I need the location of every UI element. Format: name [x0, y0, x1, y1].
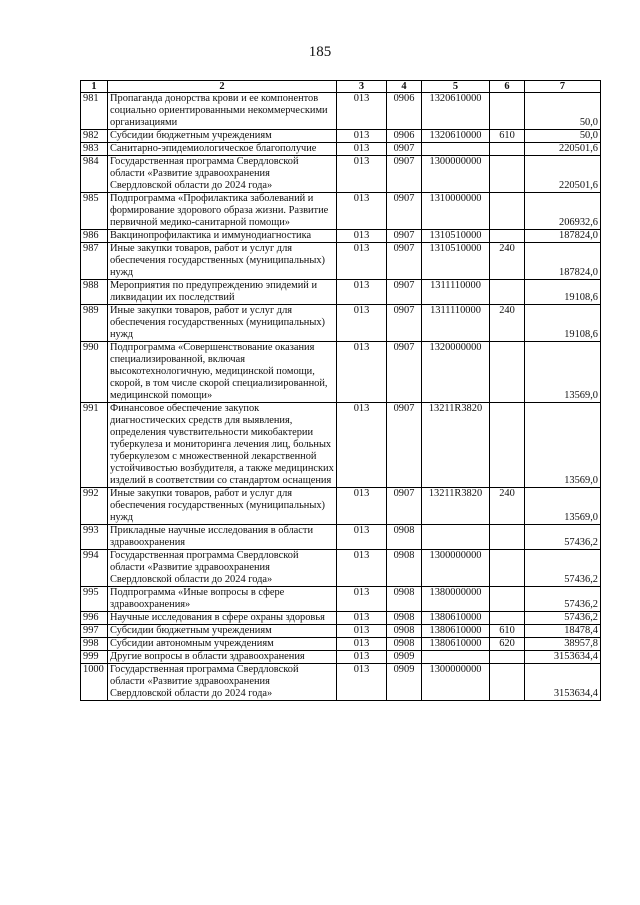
description-cell: Субсидии бюджетным учреждениям [108, 130, 337, 143]
target-article-cell: 1300000000 [422, 664, 490, 701]
row-number-cell: 993 [81, 525, 108, 550]
administrator-code-cell: 013 [337, 651, 387, 664]
row-number-cell: 998 [81, 638, 108, 651]
target-article-cell: 1300000000 [422, 156, 490, 193]
expense-type-cell: 240 [490, 243, 525, 280]
expense-type-cell [490, 403, 525, 488]
description-cell: Иные закупки товаров, работ и услуг для обеспечения государственных (муниципальных) нужд [108, 488, 337, 525]
amount-cell: 187824,0 [525, 243, 601, 280]
page-number: 185 [308, 44, 332, 60]
description-cell: Финансовое обеспечение закупок диагностических средств для выявления, определения чувствительности микобактерии туберкулеза и мониторинга лечения лиц, больных туберкулезом с множественной лекарственной устойчивостью возбудителя, а также медицинских изделий в соответствии со стандартом оснащения [108, 403, 337, 488]
administrator-code-cell: 013 [337, 664, 387, 701]
expense-type-cell [490, 143, 525, 156]
expense-type-cell [490, 280, 525, 305]
section-code-cell: 0907 [387, 156, 422, 193]
amount-cell: 13569,0 [525, 342, 601, 403]
target-article-cell: 1320610000 [422, 130, 490, 143]
row-number-cell: 983 [81, 143, 108, 156]
table-row [81, 342, 601, 403]
description-cell: Вакцинопрофилактика и иммунодиагностика [108, 230, 337, 243]
administrator-code-cell: 013 [337, 625, 387, 638]
description-cell: Прикладные научные исследования в области здравоохранения [108, 525, 337, 550]
section-code-cell: 0908 [387, 638, 422, 651]
target-article-cell: 1310510000 [422, 243, 490, 280]
row-number-cell: 987 [81, 243, 108, 280]
expense-type-cell [490, 342, 525, 403]
amount-cell: 220501,6 [525, 156, 601, 193]
table-row [81, 612, 601, 625]
header-col-3: 3 [337, 81, 387, 93]
description-cell: Государственная программа Свердловской области «Развитие здравоохранения Свердловской области до 2024 года» [108, 664, 337, 701]
table-row [81, 243, 601, 280]
target-article-cell [422, 143, 490, 156]
table-row [81, 93, 601, 130]
row-number-cell: 994 [81, 550, 108, 587]
section-code-cell: 0906 [387, 93, 422, 130]
row-number-cell: 997 [81, 625, 108, 638]
administrator-code-cell: 013 [337, 612, 387, 625]
target-article-cell: 1320610000 [422, 93, 490, 130]
target-article-cell [422, 651, 490, 664]
administrator-code-cell: 013 [337, 488, 387, 525]
table-row [81, 403, 601, 488]
header-col-5: 5 [422, 81, 490, 93]
description-cell: Санитарно-эпидемиологическое благополучие [108, 143, 337, 156]
section-code-cell: 0907 [387, 305, 422, 342]
section-code-cell: 0908 [387, 587, 422, 612]
target-article-cell: 1311110000 [422, 305, 490, 342]
section-code-cell: 0909 [387, 664, 422, 701]
row-number-cell: 988 [81, 280, 108, 305]
row-number-cell: 986 [81, 230, 108, 243]
table-row [81, 587, 601, 612]
table-row [81, 130, 601, 143]
administrator-code-cell: 013 [337, 130, 387, 143]
table-row [81, 488, 601, 525]
row-number-cell: 999 [81, 651, 108, 664]
amount-cell: 57436,2 [525, 550, 601, 587]
section-code-cell: 0909 [387, 651, 422, 664]
header-col-1: 1 [81, 81, 108, 93]
administrator-code-cell: 013 [337, 550, 387, 587]
amount-cell: 19108,6 [525, 305, 601, 342]
row-number-cell: 989 [81, 305, 108, 342]
amount-cell: 3153634,4 [525, 664, 601, 701]
expense-type-cell: 610 [490, 130, 525, 143]
section-code-cell: 0908 [387, 625, 422, 638]
expense-type-cell: 620 [490, 638, 525, 651]
section-code-cell: 0907 [387, 488, 422, 525]
expense-type-cell [490, 93, 525, 130]
section-code-cell: 0908 [387, 525, 422, 550]
description-cell: Научные исследования в сфере охраны здоровья [108, 612, 337, 625]
amount-cell: 38957,8 [525, 638, 601, 651]
header-col-6: 6 [490, 81, 525, 93]
amount-cell: 50,0 [525, 93, 601, 130]
amount-cell: 187824,0 [525, 230, 601, 243]
amount-cell: 3153634,4 [525, 651, 601, 664]
row-number-cell: 996 [81, 612, 108, 625]
expense-type-cell [490, 587, 525, 612]
description-cell: Субсидии автономным учреждениям [108, 638, 337, 651]
section-code-cell: 0907 [387, 193, 422, 230]
table-row [81, 143, 601, 156]
amount-cell: 220501,6 [525, 143, 601, 156]
section-code-cell: 0907 [387, 230, 422, 243]
row-number-cell: 984 [81, 156, 108, 193]
administrator-code-cell: 013 [337, 93, 387, 130]
table-row [81, 651, 601, 664]
administrator-code-cell: 013 [337, 193, 387, 230]
amount-cell: 19108,6 [525, 280, 601, 305]
description-cell: Подпрограмма «Иные вопросы в сфере здравоохранения» [108, 587, 337, 612]
row-number-cell: 985 [81, 193, 108, 230]
administrator-code-cell: 013 [337, 156, 387, 193]
target-article-cell: 1380000000 [422, 587, 490, 612]
expense-type-cell [490, 612, 525, 625]
target-article-cell: 13211R3820 [422, 488, 490, 525]
section-code-cell: 0907 [387, 342, 422, 403]
expense-type-cell [490, 550, 525, 587]
row-number-cell: 981 [81, 93, 108, 130]
target-article-cell: 1380610000 [422, 612, 490, 625]
expense-type-cell [490, 156, 525, 193]
section-code-cell: 0907 [387, 280, 422, 305]
section-code-cell: 0907 [387, 143, 422, 156]
amount-cell: 18478,4 [525, 625, 601, 638]
expense-type-cell: 610 [490, 625, 525, 638]
target-article-cell: 1310510000 [422, 230, 490, 243]
header-row [81, 81, 601, 93]
budget-table [80, 80, 601, 701]
description-cell: Иные закупки товаров, работ и услуг для обеспечения государственных (муниципальных) нужд [108, 243, 337, 280]
expense-type-cell: 240 [490, 305, 525, 342]
target-article-cell: 1380610000 [422, 625, 490, 638]
table-row [81, 550, 601, 587]
target-article-cell: 1320000000 [422, 342, 490, 403]
administrator-code-cell: 013 [337, 525, 387, 550]
table-row [81, 305, 601, 342]
description-cell: Мероприятия по предупреждению эпидемий и ликвидации их последствий [108, 280, 337, 305]
administrator-code-cell: 013 [337, 280, 387, 305]
row-number-cell: 991 [81, 403, 108, 488]
administrator-code-cell: 013 [337, 230, 387, 243]
header-col-2: 2 [108, 81, 337, 93]
description-cell: Пропаганда донорства крови и ее компонентов социально ориентированными некоммерческими организациями [108, 93, 337, 130]
section-code-cell: 0908 [387, 550, 422, 587]
amount-cell: 13569,0 [525, 403, 601, 488]
amount-cell: 13569,0 [525, 488, 601, 525]
row-number-cell: 992 [81, 488, 108, 525]
description-cell: Иные закупки товаров, работ и услуг для обеспечения государственных (муниципальных) нужд [108, 305, 337, 342]
header-col-7: 7 [525, 81, 601, 93]
target-article-cell: 1380610000 [422, 638, 490, 651]
table-row [81, 230, 601, 243]
amount-cell: 57436,2 [525, 587, 601, 612]
row-number-cell: 982 [81, 130, 108, 143]
administrator-code-cell: 013 [337, 305, 387, 342]
target-article-cell: 1311110000 [422, 280, 490, 305]
table-row [81, 664, 601, 701]
table-body [81, 93, 601, 701]
expense-type-cell [490, 230, 525, 243]
table-row [81, 280, 601, 305]
administrator-code-cell: 013 [337, 587, 387, 612]
amount-cell: 57436,2 [525, 612, 601, 625]
amount-cell: 57436,2 [525, 525, 601, 550]
amount-cell: 206932,6 [525, 193, 601, 230]
table-row [81, 525, 601, 550]
row-number-cell: 995 [81, 587, 108, 612]
expense-type-cell [490, 525, 525, 550]
table-row [81, 193, 601, 230]
target-article-cell [422, 525, 490, 550]
description-cell: Государственная программа Свердловской области «Развитие здравоохранения Свердловской области до 2024 года» [108, 156, 337, 193]
table-row [81, 625, 601, 638]
administrator-code-cell: 013 [337, 342, 387, 403]
description-cell: Подпрограмма «Совершенствование оказания специализированной, включая высокотехнологичную, медицинской помощи, скорой, в том числе скорой специализированной, медицинской помощи» [108, 342, 337, 403]
description-cell: Субсидии бюджетным учреждениям [108, 625, 337, 638]
administrator-code-cell: 013 [337, 243, 387, 280]
expense-type-cell [490, 193, 525, 230]
table-row [81, 638, 601, 651]
target-article-cell: 1300000000 [422, 550, 490, 587]
expense-type-cell [490, 664, 525, 701]
description-cell: Государственная программа Свердловской области «Развитие здравоохранения Свердловской области до 2024 года» [108, 550, 337, 587]
amount-cell: 50,0 [525, 130, 601, 143]
header-col-4: 4 [387, 81, 422, 93]
table-row [81, 156, 601, 193]
administrator-code-cell: 013 [337, 403, 387, 488]
administrator-code-cell: 013 [337, 143, 387, 156]
description-cell: Другие вопросы в области здравоохранения [108, 651, 337, 664]
description-cell: Подпрограмма «Профилактика заболеваний и формирование здорового образа жизни. Развитие первичной медико-санитарной помощи» [108, 193, 337, 230]
target-article-cell: 1310000000 [422, 193, 490, 230]
expense-type-cell: 240 [490, 488, 525, 525]
row-number-cell: 990 [81, 342, 108, 403]
section-code-cell: 0906 [387, 130, 422, 143]
section-code-cell: 0907 [387, 403, 422, 488]
row-number-cell: 1000 [81, 664, 108, 701]
administrator-code-cell: 013 [337, 638, 387, 651]
section-code-cell: 0908 [387, 612, 422, 625]
section-code-cell: 0907 [387, 243, 422, 280]
expense-type-cell [490, 651, 525, 664]
target-article-cell: 13211R3820 [422, 403, 490, 488]
